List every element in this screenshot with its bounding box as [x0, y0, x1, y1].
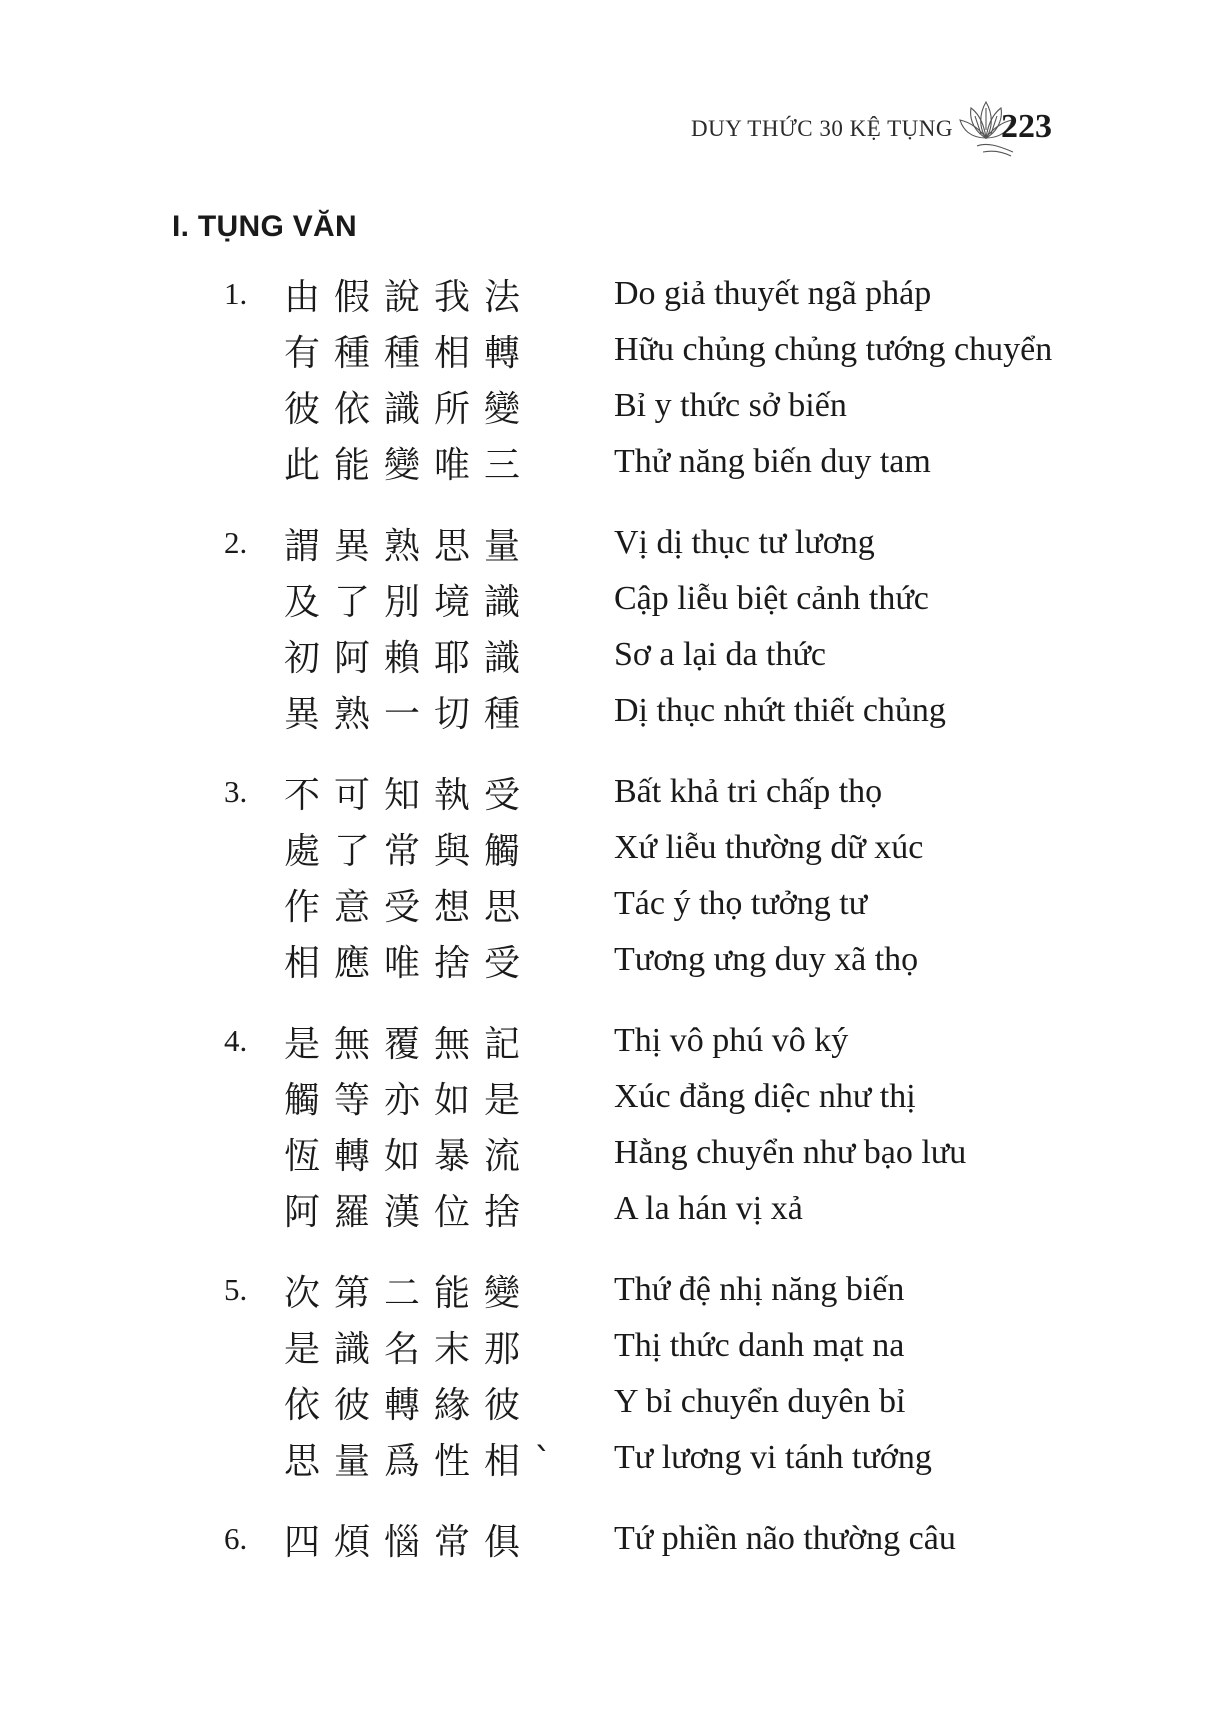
- stanza-number: 4.: [224, 1023, 248, 1058]
- han-verse: 恆轉如暴流: [284, 1135, 535, 1177]
- han-verse: 觸等亦如是: [284, 1079, 535, 1121]
- verse-line: [0, 571, 1212, 627]
- han-verse: 初阿賴耶識: [284, 637, 535, 679]
- han-verse: 有種種相轉: [284, 332, 535, 374]
- han-verse: 相應唯捨受: [284, 942, 535, 984]
- verse-list: [0, 266, 1212, 1592]
- stanza-5: [0, 1262, 1212, 1486]
- viet-verse: Tương ưng duy xã thọ: [614, 941, 919, 978]
- verse-line: [0, 932, 1212, 988]
- page-number: 223: [1001, 108, 1052, 145]
- stanza-number: 2.: [224, 525, 248, 560]
- viet-verse: Vị dị thục tư lương: [614, 524, 875, 561]
- viet-verse: Bỉ y thức sở biến: [614, 387, 847, 424]
- running-header: [691, 88, 1052, 158]
- running-title: DUY THỨC 30 KỆ TỤNG: [690, 116, 953, 141]
- viet-verse: Y bỉ chuyển duyên bỉ: [614, 1383, 906, 1420]
- stanza-number: 3.: [224, 774, 248, 809]
- verse-line: [0, 1125, 1212, 1181]
- verse-line: [0, 1069, 1212, 1125]
- han-verse: 此能變唯三: [284, 444, 535, 486]
- viet-verse: Tư lương vi tánh tướng: [614, 1439, 932, 1476]
- han-verse: 次第二能變: [284, 1272, 535, 1314]
- verse-line: [0, 1430, 1212, 1486]
- viet-verse: Cập liễu biệt cảnh thức: [614, 580, 929, 617]
- verse-line: [0, 876, 1212, 932]
- stanza-1: [0, 266, 1212, 490]
- viet-verse: Tứ phiền não thường câu: [614, 1520, 956, 1557]
- han-verse: 是無覆無記: [284, 1023, 535, 1065]
- han-verse: 作意受想思: [284, 886, 535, 928]
- verse-line: [0, 683, 1212, 739]
- han-verse: 彼依識所變: [284, 388, 535, 430]
- viet-verse: Thị vô phú vô ký: [614, 1022, 849, 1059]
- section-heading: I. TỤNG VĂN: [172, 210, 357, 243]
- verse-line: [0, 434, 1212, 490]
- viet-verse: Sơ a lại da thức: [614, 636, 827, 673]
- han-verse: 四煩惱常俱: [284, 1521, 535, 1563]
- verse-line: [0, 764, 1212, 820]
- han-verse: 處了常與觸: [284, 830, 535, 872]
- viet-verse: Hằng chuyển như bạo lưu: [614, 1134, 967, 1171]
- verse-line: [0, 1374, 1212, 1430]
- viet-verse: Dị thục nhứt thiết chủng: [614, 692, 946, 729]
- stanza-number: 6.: [224, 1521, 248, 1556]
- viet-verse: Xứ liễu thường dữ xúc: [614, 829, 924, 866]
- verse-line: [0, 1511, 1212, 1567]
- han-verse: 謂異熟思量: [284, 525, 535, 567]
- han-verse: 及了別境識: [284, 581, 535, 623]
- han-verse: 阿羅漢位捨: [284, 1191, 535, 1233]
- viet-verse: A la hán vị xả: [614, 1190, 803, 1227]
- han-verse: 異熟一切種: [284, 693, 535, 735]
- viet-verse: Hữu chủng chủng tướng chuyển: [614, 331, 1053, 368]
- verse-line: [0, 1318, 1212, 1374]
- verse-line: [0, 322, 1212, 378]
- verse-line: [0, 820, 1212, 876]
- viet-verse: Thị thức danh mạt na: [614, 1327, 905, 1364]
- stanza-4: [0, 1013, 1212, 1237]
- verse-line: [0, 1013, 1212, 1069]
- verse-line: [0, 515, 1212, 571]
- verse-line: [0, 1262, 1212, 1318]
- verse-line: [0, 266, 1212, 322]
- verse-line: [0, 1181, 1212, 1237]
- viet-verse: Thứ đệ nhị năng biến: [614, 1271, 905, 1308]
- stanza-3: [0, 764, 1212, 988]
- han-verse: 思量爲性相`: [284, 1440, 567, 1482]
- han-verse: 由假說我法: [284, 276, 535, 318]
- stanza-number: 5.: [224, 1272, 248, 1307]
- verse-line: [0, 378, 1212, 434]
- han-verse: 是識名末那: [284, 1328, 535, 1370]
- viet-verse: Xúc đẳng diệc như thị: [614, 1078, 916, 1115]
- han-verse: 不可知執受: [284, 774, 535, 816]
- viet-verse: Tác ý thọ tưởng tư: [614, 885, 868, 922]
- stanza-number: 1.: [224, 276, 248, 311]
- verse-line: [0, 627, 1212, 683]
- viet-verse: Thử năng biến duy tam: [614, 443, 931, 480]
- stanza-2: [0, 515, 1212, 739]
- viet-verse: Do giả thuyết ngã pháp: [614, 275, 932, 312]
- viet-verse: Bất khả tri chấp thọ: [614, 773, 883, 810]
- han-verse: 依彼轉緣彼: [284, 1384, 535, 1426]
- stanza-6: [0, 1511, 1212, 1567]
